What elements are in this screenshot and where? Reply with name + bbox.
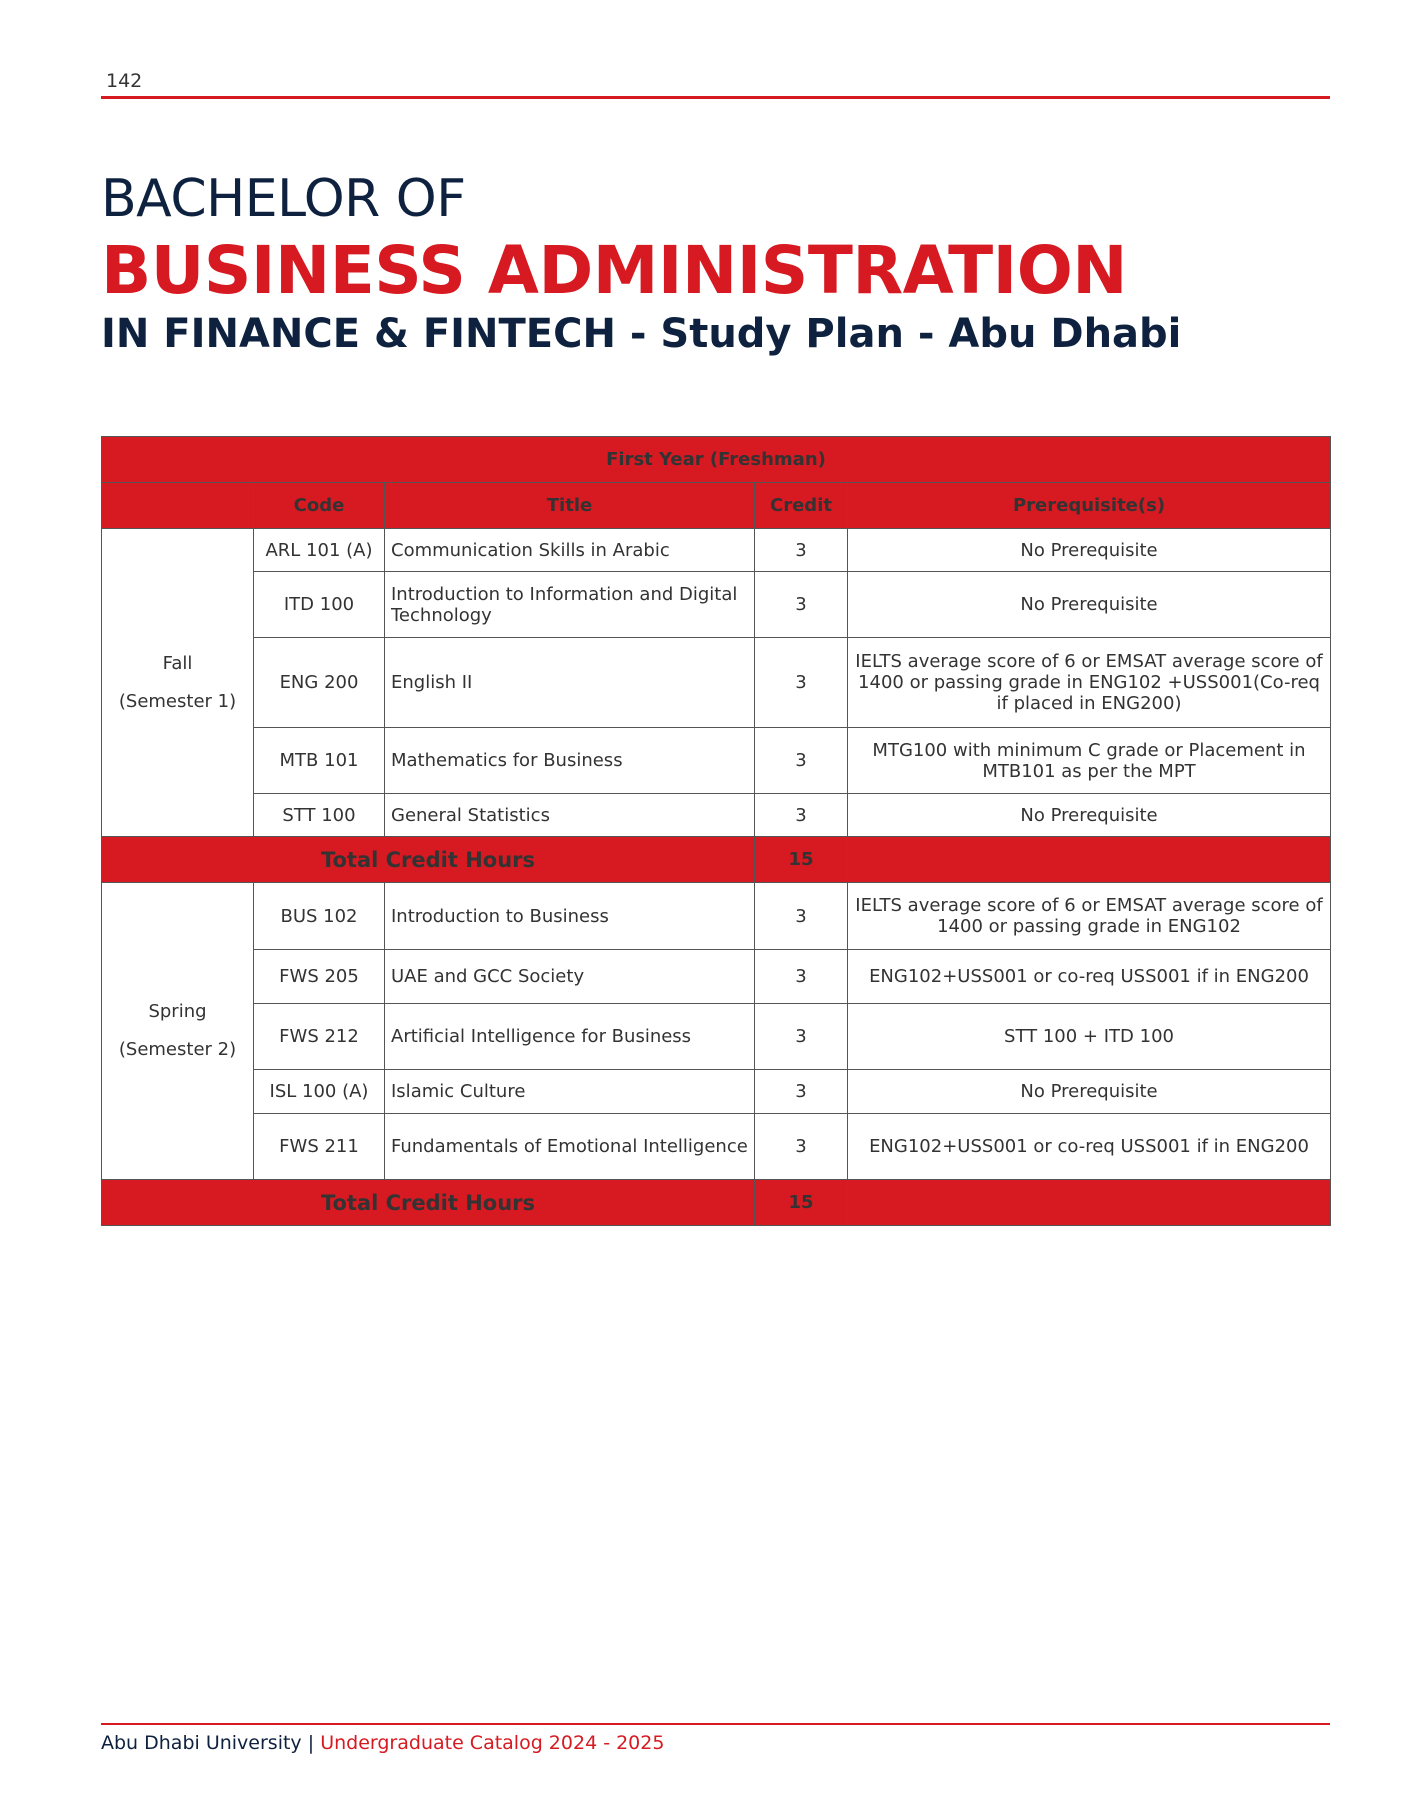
heading-line-3: IN FINANCE & FINTECH - Study Plan - Abu Dhabi	[101, 311, 1182, 357]
course-code: ITD 100	[254, 572, 385, 638]
course-prereq: ENG102+USS001 or co-req USS001 if in ENG200	[848, 1114, 1331, 1180]
course-credit: 3	[755, 794, 848, 837]
table-row	[102, 950, 1331, 1004]
total-empty-cell	[848, 1180, 1331, 1226]
course-code: BUS 102	[254, 883, 385, 950]
semester-sublabel: (Semester 2)	[118, 1039, 237, 1060]
total-empty-cell	[848, 837, 1331, 883]
course-credit: 3	[755, 883, 848, 950]
course-title: Artificial Intelligence for Business	[385, 1004, 755, 1070]
course-code: FWS 212	[254, 1004, 385, 1070]
title-column-header: Title	[385, 483, 755, 529]
table-row	[102, 638, 1331, 728]
column-header-row	[102, 483, 1331, 529]
table-row	[102, 728, 1331, 794]
course-prereq: No Prerequisite	[848, 1070, 1331, 1114]
semester-cell-fall	[102, 529, 254, 837]
course-code: ENG 200	[254, 638, 385, 728]
course-code: STT 100	[254, 794, 385, 837]
top-divider	[101, 96, 1330, 99]
bottom-divider	[101, 1723, 1330, 1725]
course-prereq: No Prerequisite	[848, 794, 1331, 837]
course-credit: 3	[755, 728, 848, 794]
year-header-row	[102, 437, 1331, 483]
course-code: ISL 100 (A)	[254, 1070, 385, 1114]
year-title: First Year (Freshman)	[102, 437, 1331, 483]
study-plan-table	[101, 436, 1331, 1226]
course-title: Mathematics for Business	[385, 728, 755, 794]
course-title: Introduction to Information and Digital Technology	[385, 572, 755, 638]
spring-total-row	[102, 1180, 1331, 1226]
course-credit: 3	[755, 529, 848, 572]
semester-label: Fall	[162, 652, 193, 674]
semester-cell-spring	[102, 883, 254, 1180]
course-prereq: STT 100 + ITD 100	[848, 1004, 1331, 1070]
semester-sublabel: (Semester 1)	[118, 690, 237, 712]
total-credit-label: Total Credit Hours	[102, 837, 755, 883]
heading-line-2: BUSINESS ADMINISTRATION	[101, 232, 1128, 309]
table-row	[102, 529, 1331, 572]
total-credit-value: 15	[755, 1180, 848, 1226]
course-prereq: No Prerequisite	[848, 572, 1331, 638]
page-number: 142	[106, 70, 143, 92]
course-credit: 3	[755, 638, 848, 728]
footer	[101, 1732, 664, 1754]
course-prereq: IELTS average score of 6 or EMSAT average score of 1400 or passing grade in ENG102	[848, 883, 1331, 950]
table-row	[102, 1114, 1331, 1180]
course-title: Fundamentals of Emotional Intelligence	[385, 1114, 755, 1180]
table-row	[102, 572, 1331, 638]
course-title: Islamic Culture	[385, 1070, 755, 1114]
table-row	[102, 794, 1331, 837]
total-credit-label: Total Credit Hours	[102, 1180, 755, 1226]
course-credit: 3	[755, 1070, 848, 1114]
heading-line-1: BACHELOR OF	[101, 169, 466, 229]
table-row	[102, 1004, 1331, 1070]
course-code: ARL 101 (A)	[254, 529, 385, 572]
course-title: UAE and GCC Society	[385, 950, 755, 1004]
fall-total-row	[102, 837, 1331, 883]
course-title: Introduction to Business	[385, 883, 755, 950]
course-prereq: IELTS average score of 6 or EMSAT average score of 1400 or passing grade in ENG102 +USS001(Co-req if placed in ENG200)	[848, 638, 1331, 728]
course-code: FWS 211	[254, 1114, 385, 1180]
prereq-column-header: Prerequisite(s)	[848, 483, 1331, 529]
course-title: General Statistics	[385, 794, 755, 837]
course-code: MTB 101	[254, 728, 385, 794]
table-row	[102, 1070, 1331, 1114]
course-credit: 3	[755, 1004, 848, 1070]
page-heading	[101, 168, 1331, 360]
course-title: English II	[385, 638, 755, 728]
semester-column-header	[102, 483, 254, 529]
course-prereq: ENG102+USS001 or co-req USS001 if in ENG200	[848, 950, 1331, 1004]
course-credit: 3	[755, 950, 848, 1004]
course-credit: 3	[755, 1114, 848, 1180]
course-prereq: MTG100 with minimum C grade or Placement in MTB101 as per the MPT	[848, 728, 1331, 794]
footer-separator: |	[307, 1732, 315, 1754]
course-code: FWS 205	[254, 950, 385, 1004]
course-title: Communication Skills in Arabic	[385, 529, 755, 572]
code-column-header: Code	[254, 483, 385, 529]
credit-column-header: Credit	[755, 483, 848, 529]
semester-label: Spring	[148, 1001, 207, 1022]
course-credit: 3	[755, 572, 848, 638]
footer-catalog: Undergraduate Catalog 2024 - 2025	[320, 1732, 665, 1754]
footer-university: Abu Dhabi University	[101, 1732, 302, 1754]
course-prereq: No Prerequisite	[848, 529, 1331, 572]
table-row	[102, 883, 1331, 950]
total-credit-value: 15	[755, 837, 848, 883]
